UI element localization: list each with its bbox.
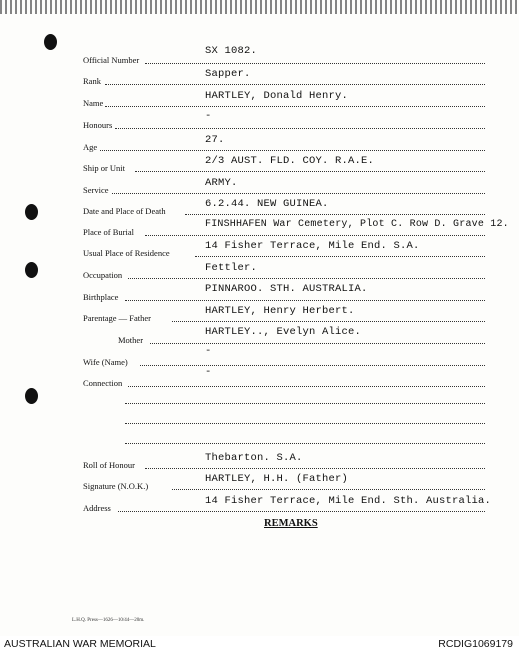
dotted-line (125, 300, 485, 301)
dotted-line (128, 386, 485, 387)
label-signature: Signature (N.O.K.) (83, 481, 149, 491)
dotted-line (125, 443, 485, 444)
value-mother: HARTLEY.., Evelyn Alice. (205, 326, 362, 338)
punch-hole (25, 262, 38, 278)
value-birthplace: PINNAROO. STH. AUSTRALIA. (205, 283, 368, 295)
value-signature: HARTLEY, H.H. (Father) (205, 473, 349, 485)
dotted-line (185, 214, 485, 215)
dotted-line (145, 468, 485, 469)
value-honours: - (205, 110, 212, 122)
value-rank: Sapper. (205, 68, 251, 80)
label-rank: Rank (83, 76, 101, 86)
dotted-line (150, 343, 485, 344)
printer-imprint: L.H.Q. Press—1626—10/44—20m. (72, 618, 145, 623)
label-wife: Wife (Name) (83, 357, 128, 367)
label-service: Service (83, 185, 109, 195)
punch-hole (25, 204, 38, 220)
label-ship-or-unit: Ship or Unit (83, 163, 126, 173)
punch-hole (25, 388, 38, 404)
dotted-line (128, 278, 485, 279)
label-date-place-death: Date and Place of Death (83, 206, 166, 216)
value-ship-or-unit: 2/3 AUST. FLD. COY. R.A.E. (205, 155, 375, 167)
dotted-line (105, 84, 485, 85)
remarks-heading: REMARKS (264, 518, 318, 529)
dotted-line (105, 106, 485, 107)
label-usual-residence: Usual Place of Residence (83, 248, 170, 258)
label-roll-of-honour: Roll of Honour (83, 460, 135, 470)
value-roll-of-honour: Thebarton. S.A. (205, 452, 303, 464)
value-usual-residence: 14 Fisher Terrace, Mile End. S.A. (205, 240, 420, 252)
value-father: HARTLEY, Henry Herbert. (205, 305, 355, 317)
value-occupation: Fettler. (205, 262, 258, 274)
dotted-line (135, 171, 485, 172)
value-service: ARMY. (205, 177, 238, 189)
dotted-line (112, 193, 485, 194)
value-connection: - (205, 366, 212, 378)
label-honours: Honours (83, 120, 113, 130)
value-place-of-burial: FINSHHAFEN War Cemetery, Plot C. Row D. Grave 12. (205, 219, 509, 230)
dotted-line (145, 63, 485, 64)
dotted-line (172, 321, 485, 322)
dotted-line (140, 365, 485, 366)
label-mother: Mother (118, 335, 144, 345)
value-address: 14 Fisher Terrace, Mile End. Sth. Australia. (205, 495, 492, 507)
dotted-line (115, 128, 485, 129)
label-connection: Connection (83, 378, 123, 388)
label-name: Name (83, 98, 104, 108)
dotted-line (195, 256, 485, 257)
dotted-line (100, 150, 485, 151)
dotted-line (125, 403, 485, 404)
label-father: Parentage — Father (83, 313, 151, 323)
value-date-place-death: 6.2.44. NEW GUINEA. (205, 198, 329, 210)
dotted-line (125, 423, 485, 424)
label-birthplace: Birthplace (83, 292, 119, 302)
label-place-of-burial: Place of Burial (83, 227, 134, 237)
dotted-line (118, 511, 485, 512)
label-address: Address (83, 503, 111, 513)
value-wife: - (205, 345, 212, 357)
footer-archive-name: AUSTRALIAN WAR MEMORIAL (4, 638, 156, 650)
footer-record-id: RCDIG1069179 (438, 638, 513, 650)
value-name: HARTLEY, Donald Henry. (205, 90, 349, 102)
label-occupation: Occupation (83, 270, 123, 280)
punch-hole (44, 34, 57, 50)
label-official-number: Official Number (83, 55, 140, 65)
label-age: Age (83, 142, 98, 152)
dotted-line (145, 235, 485, 236)
dotted-line (172, 489, 485, 490)
value-age: 27. (205, 134, 225, 146)
value-official-number: SX 1082. (205, 45, 258, 57)
perforated-edge (0, 0, 519, 14)
